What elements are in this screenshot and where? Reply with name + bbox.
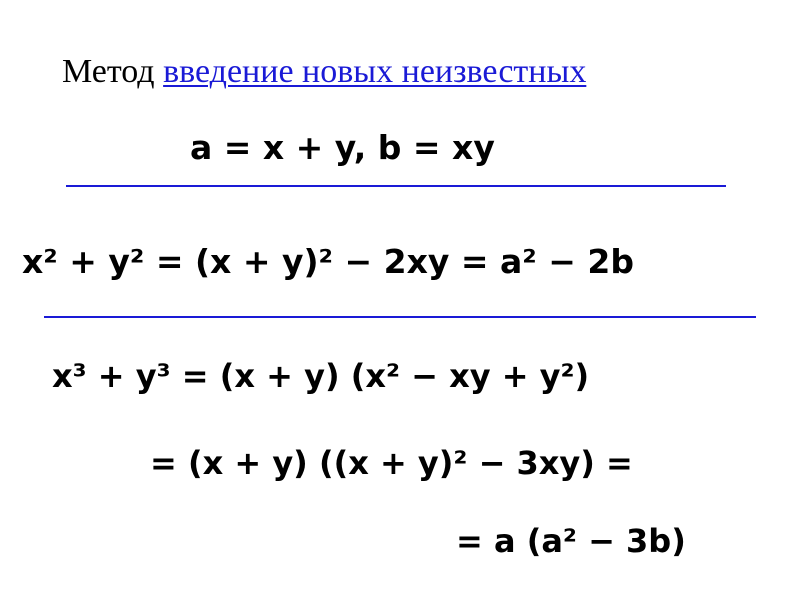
squares-equation: x² + y² = (x + y)² − 2xy = a² − 2b	[22, 242, 634, 281]
title-prefix: Метод	[62, 53, 164, 90]
title-link[interactable]: введение новых неизвестных	[163, 53, 587, 90]
substitution-equation: a = x + y, b = xy	[190, 128, 495, 167]
cubes-equation: x³ + y³ = (x + y) (x² − xy + y²)	[52, 357, 590, 395]
page-title	[62, 52, 586, 92]
cubes-result-equation: = a (a² − 3b)	[456, 522, 686, 560]
divider-rule-2	[44, 316, 756, 318]
divider-rule-1	[66, 185, 726, 187]
cubes-step-equation: = (x + y) ((x + y)² − 3xy) =	[150, 444, 633, 482]
